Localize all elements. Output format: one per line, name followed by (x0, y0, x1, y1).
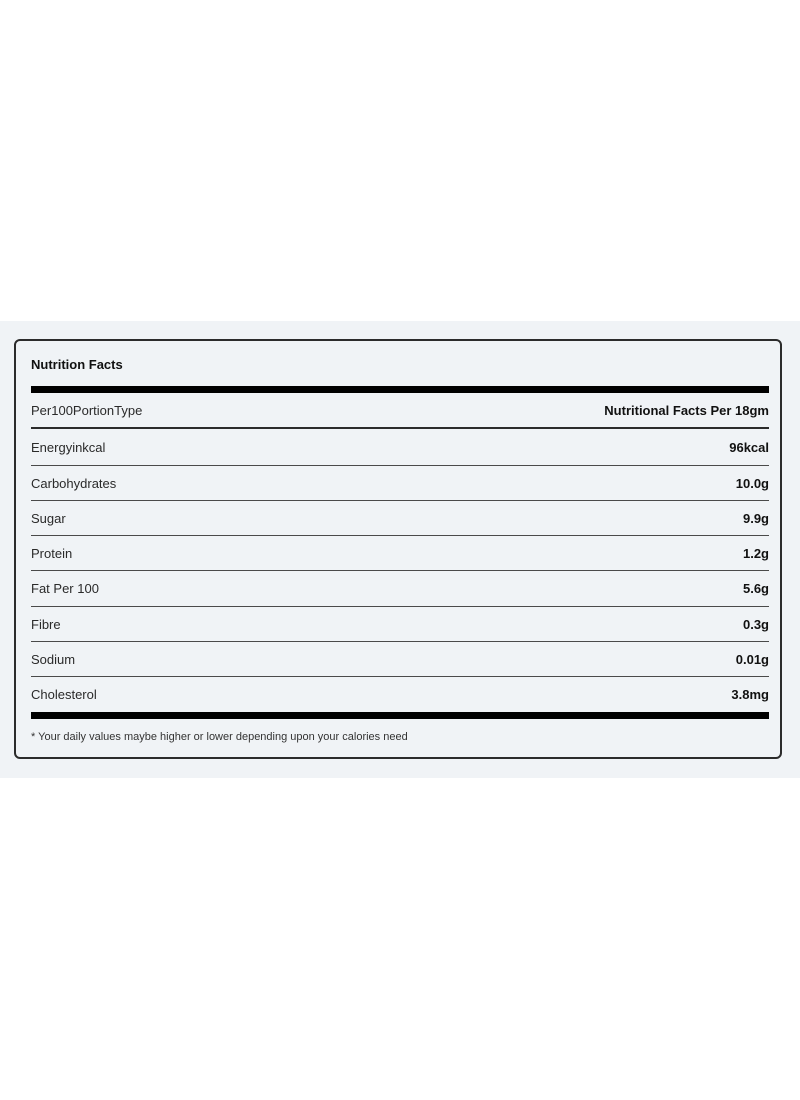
header-value: Nutritional Facts Per 18gm (604, 402, 769, 418)
row-value: 5.6g (742, 581, 769, 596)
row-value: 96kcal (729, 440, 769, 455)
table-row-protein (31, 536, 769, 571)
row-label: Fibre (31, 617, 61, 632)
table-row-fibre (31, 607, 769, 642)
top-divider-bar (31, 386, 769, 393)
bottom-divider-bar (31, 712, 769, 719)
row-label: Energyinkcal (31, 440, 106, 455)
table-row-cholesterol (31, 677, 769, 712)
nutrition-facts-panel (14, 339, 782, 759)
row-value: 10.0g (735, 476, 769, 491)
row-value: 0.3g (742, 617, 769, 632)
table-row-carbohydrates (31, 466, 769, 501)
row-value: 3.8mg (731, 687, 769, 702)
row-label: Cholesterol (31, 687, 97, 702)
table-row-fat (31, 571, 769, 606)
header-label: Per100PortionType (31, 402, 143, 418)
row-label: Sodium (31, 652, 76, 667)
panel-title: Nutrition Facts (31, 357, 123, 372)
row-label: Protein (31, 546, 73, 561)
table-row-sugar (31, 501, 769, 536)
row-label: Sugar (31, 511, 66, 526)
row-value: 0.01g (735, 652, 769, 667)
row-value: 1.2g (742, 546, 769, 561)
table-row-energy (31, 430, 769, 465)
table-row-sodium (31, 642, 769, 677)
footnote: * Your daily values maybe higher or lower depending upon your calories need (31, 731, 408, 743)
row-value: 9.9g (742, 511, 769, 526)
row-label: Fat Per 100 (31, 581, 99, 596)
row-label: Carbohydrates (31, 476, 117, 491)
header-row (31, 393, 769, 429)
